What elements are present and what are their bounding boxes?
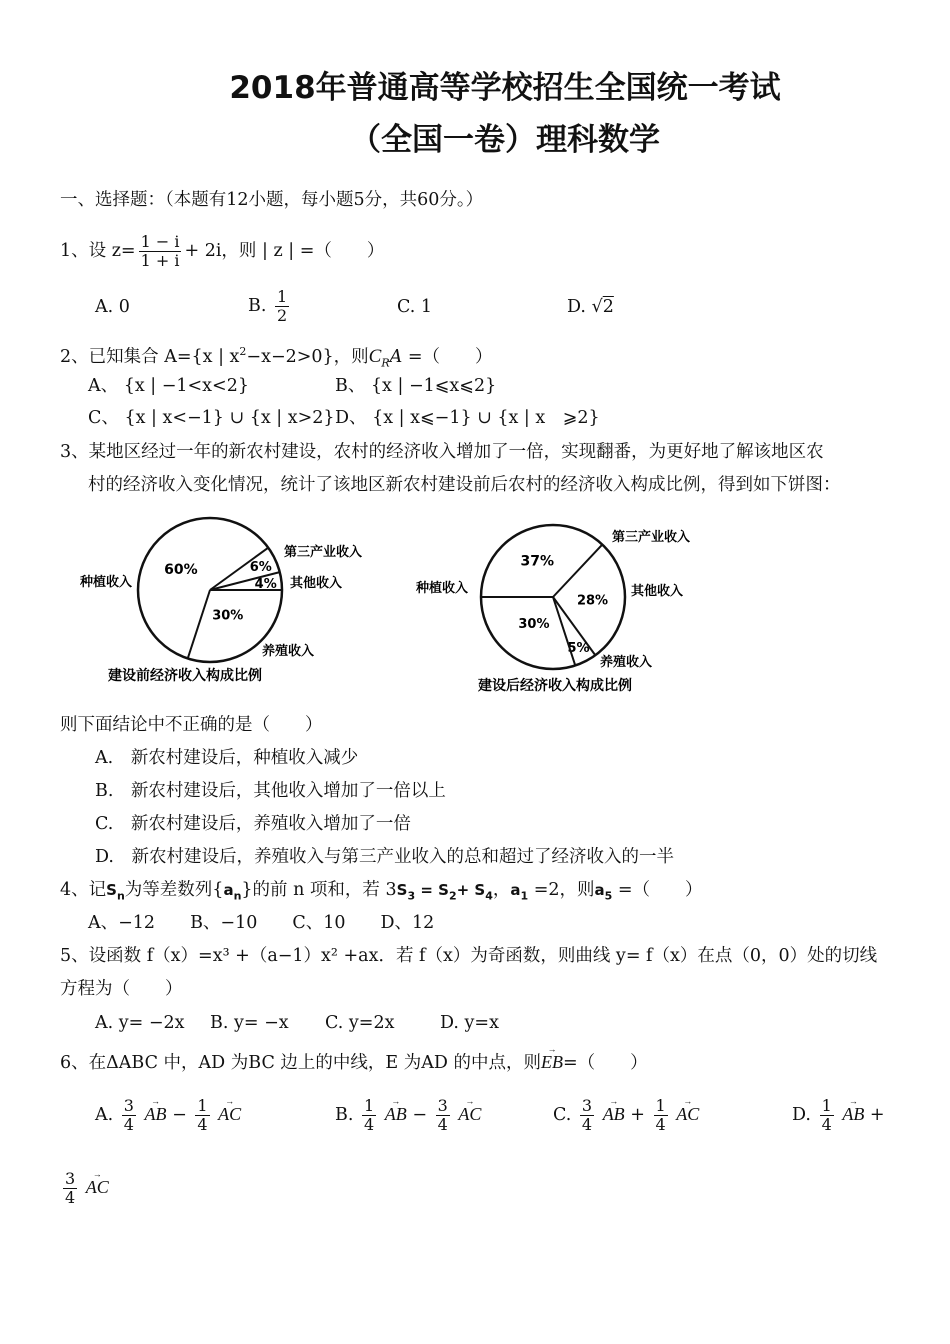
pie-after-slice-boundary-1 [553,545,602,597]
pie-before-legend-planting: 种植收入 [80,575,133,590]
question-4-stem [60,878,703,909]
sqrt-icon: √ [591,297,603,317]
q4-p4: = [415,881,439,899]
q1-tail: + 2i，则 | z | =（ ） [184,241,385,261]
q3-option-b: B. 新农村建设后，其他收入增加了一倍以上 [95,781,446,801]
q3-option-c: C. 新农村建设后，养殖收入增加了一倍 [95,814,411,834]
q6-d-f2-den: 4 [65,1188,76,1207]
q2-option-d: D、 {x | x⩽−1} ∪ {x | x ⩾2} [335,408,600,428]
pie-after-slice-boundary-3 [553,597,575,665]
q4-p5: + [456,881,475,899]
q3-line-2: 村的经济收入变化情况，统计了该地区新农村建设前后农村的经济收入构成比例，得到如下饼图： [88,475,841,495]
q6-d-vector-ac: → AC [86,1175,109,1199]
q4-S3: S [396,881,408,899]
q6-d-f1-den: 4 [821,1115,832,1134]
q6-stem-b: =（ ） [562,1053,648,1073]
pie-before-slice-boundary-0 [188,590,210,658]
q6-c-f1-den: 4 [581,1115,593,1134]
q1-fraction [139,233,182,270]
q6-d-f1-num: 1 [821,1096,832,1115]
q6-c-vector-ab: → AB [603,1102,625,1126]
pie-after-slice-label-1: 28% [576,593,609,609]
q6-b-f2-den: 4 [437,1115,448,1134]
q2-sup: 2 [239,345,247,358]
q6-b-label: B. [335,1105,354,1125]
pie-chart-after [415,525,690,694]
q4-p6: ， [492,880,511,900]
q6-c-f2-num: 1 [655,1096,666,1115]
pie-before-title: 建设前经济收入构成比例 [108,668,262,684]
q4-n: n [116,889,125,903]
q1-b-den: 2 [277,306,288,325]
q4-S2: S [438,881,449,899]
q4-a5-sub: 5 [604,889,613,903]
q6-option-b [335,1097,481,1134]
q4-S4: S [474,881,486,899]
q4-s3: 3 [407,889,416,903]
q6-c-vector-ac: → AC [676,1102,699,1126]
q2-complement: C [368,345,382,367]
q1-d-value: 2 [602,297,614,317]
q6-a-op: − [172,1105,187,1125]
q4-S: S [106,881,117,899]
q6-d-vector-ab: → AB [842,1102,864,1126]
q6-c-f1-num: 3 [581,1096,593,1115]
q2-complement-set: A [389,346,403,367]
q6-a-vector-ac: → AC [218,1102,241,1126]
q1-b-num: 1 [277,287,288,306]
q6-b-f1-num: 1 [364,1096,375,1115]
q4-a: a [223,881,234,899]
q5-line-1: 5、设函数 f（x）=x³ +（a−1）x² +ax．若 f（x）为奇函数，则曲线 y= f（x）在点（0，0）处的切线 [60,946,878,966]
q2-complement-sub: R [381,356,390,370]
q5-option-d: D. y=x [440,1013,499,1033]
pie-after-legend-other: 其他收入 [631,584,684,599]
q6-a-f2-den: 4 [197,1115,208,1134]
q4-p1: 4、记 [60,880,107,900]
pie-charts [0,510,950,710]
q1-option-d [567,295,614,319]
pie-before-legend-other: 其他收入 [290,576,343,591]
q1-option-a: A. 0 [95,297,130,317]
q1-denominator: 1 + i [140,251,180,270]
q4-s4: 4 [485,889,493,903]
q1-option-c: C. 1 [397,297,433,317]
pie-before-slice-label-0: 60% [164,561,198,578]
q1-option-b [248,288,292,325]
question-1-stem [60,233,384,270]
q6-d-op: + [869,1105,885,1125]
q6-b-op: − [412,1105,428,1125]
q2-option-a: A、 {x | −1<x<2} [88,376,249,396]
q6-b-f1-den: 4 [364,1115,375,1134]
q6-option-a [95,1097,241,1134]
q6-a-f2-num: 1 [197,1096,208,1115]
q2-stem-b: −x−2>0}，则 [246,346,369,367]
q6-a-f1-den: 4 [123,1115,134,1134]
pie-after-slice-label-2: 5% [567,641,590,657]
q6-c-label: C. [553,1105,572,1125]
q4-p8: =（ ） [612,880,703,900]
q4-p2: 为等差数列{ [124,880,224,900]
q3-option-a: A. 新农村建设后，种植收入减少 [95,748,359,768]
q2-stem-a: 2、已知集合 A={x | x [60,346,240,367]
q4-a1-sub: 1 [520,889,529,903]
q4-options: A、−12 B、−10 C、10 D、12 [88,913,435,933]
q6-option-d [792,1097,885,1134]
q2-stem-c: =（ ） [402,346,493,367]
q3-option-d: D. 新农村建设后，养殖收入与第三产业收入的总和超过了经济收入的一半 [95,847,674,867]
q6-a-vector-ab: → AB [145,1102,167,1126]
q5-option-c: C. y=2x [325,1013,395,1033]
q5-option-a: A. y= −2x [95,1013,185,1033]
exam-title: 2018年普通高等学校招生全国统一考试 [229,70,781,106]
q6-c-f2-den: 4 [655,1115,666,1134]
pie-after-slice-label-0: 37% [520,553,555,570]
pie-before-legend-tertiary: 第三产业收入 [284,545,363,560]
q2-option-c: C、 {x | x<−1} ∪ {x | x>2} [88,408,335,428]
q5-line-2: 方程为（ ） [60,979,183,999]
q4-p3: }的前 n 项和，若 3 [241,880,397,900]
pie-after-legend-planting: 种植收入 [416,581,469,596]
pie-before-slice-label-2: 4% [254,576,277,592]
pie-after-slice-label-3: 30% [518,617,550,633]
pie-before-slice-label-3: 30% [212,608,244,624]
q4-a5: a [594,881,605,899]
q5-option-b: B. y= −x [210,1013,289,1033]
q1-prefix: 1、设 z= [60,241,136,261]
q4-a-n: n [233,889,242,903]
q6-b-f2-num: 3 [437,1096,448,1115]
q4-a1: a [510,881,521,899]
q6-d-f2-num: 3 [65,1169,76,1188]
section-heading: 一、选择题：（本题有12小题，每小题5分，共60分。） [60,190,484,210]
q6-a-f1-num: 3 [123,1096,134,1115]
q2-option-b: B、 {x | −1⩽x⩽2} [335,376,497,396]
q3-question: 则下面结论中不正确的是（ ） [60,715,323,735]
exam-subtitle: （全国一卷）理科数学 [350,122,660,158]
pie-before-legend-breeding: 养殖收入 [262,644,315,659]
q6-stem-a: 6、在ΔABC 中，AD 为BC 边上的中线，E 为AD 的中点，则 [60,1053,541,1073]
q6-a-label: A. [95,1105,114,1125]
q6-vector-eb: → EB [541,1050,563,1074]
q1-b-label: B. [248,296,267,316]
pie-after-legend-breeding: 养殖收入 [600,655,653,670]
q6-b-vector-ac: → AC [458,1102,481,1126]
q6-option-d-continued [60,1170,109,1207]
q4-s2: 2 [448,889,457,903]
q6-d-label: D. [792,1105,811,1125]
q1-d-label: D. [567,297,586,317]
q1-numerator: 1 − i [140,232,180,251]
pie-after-title: 建设后经济收入构成比例 [478,678,632,694]
pie-before-slice-label-1: 6% [249,560,272,576]
pie-after-legend-tertiary: 第三产业收入 [612,530,691,545]
question-2-stem [60,340,493,375]
q4-p7: =2，则 [528,880,595,900]
pie-chart-before [79,518,362,684]
q6-c-op: + [630,1105,645,1125]
q6-b-vector-ab: → AB [385,1102,407,1126]
q6-option-c [553,1097,699,1134]
question-6-stem [60,1050,648,1075]
q3-line-1: 3、某地区经过一年的新农村建设，农村的经济收入增加了一倍，实现翻番，为更好地了解该地区农 [60,442,824,462]
